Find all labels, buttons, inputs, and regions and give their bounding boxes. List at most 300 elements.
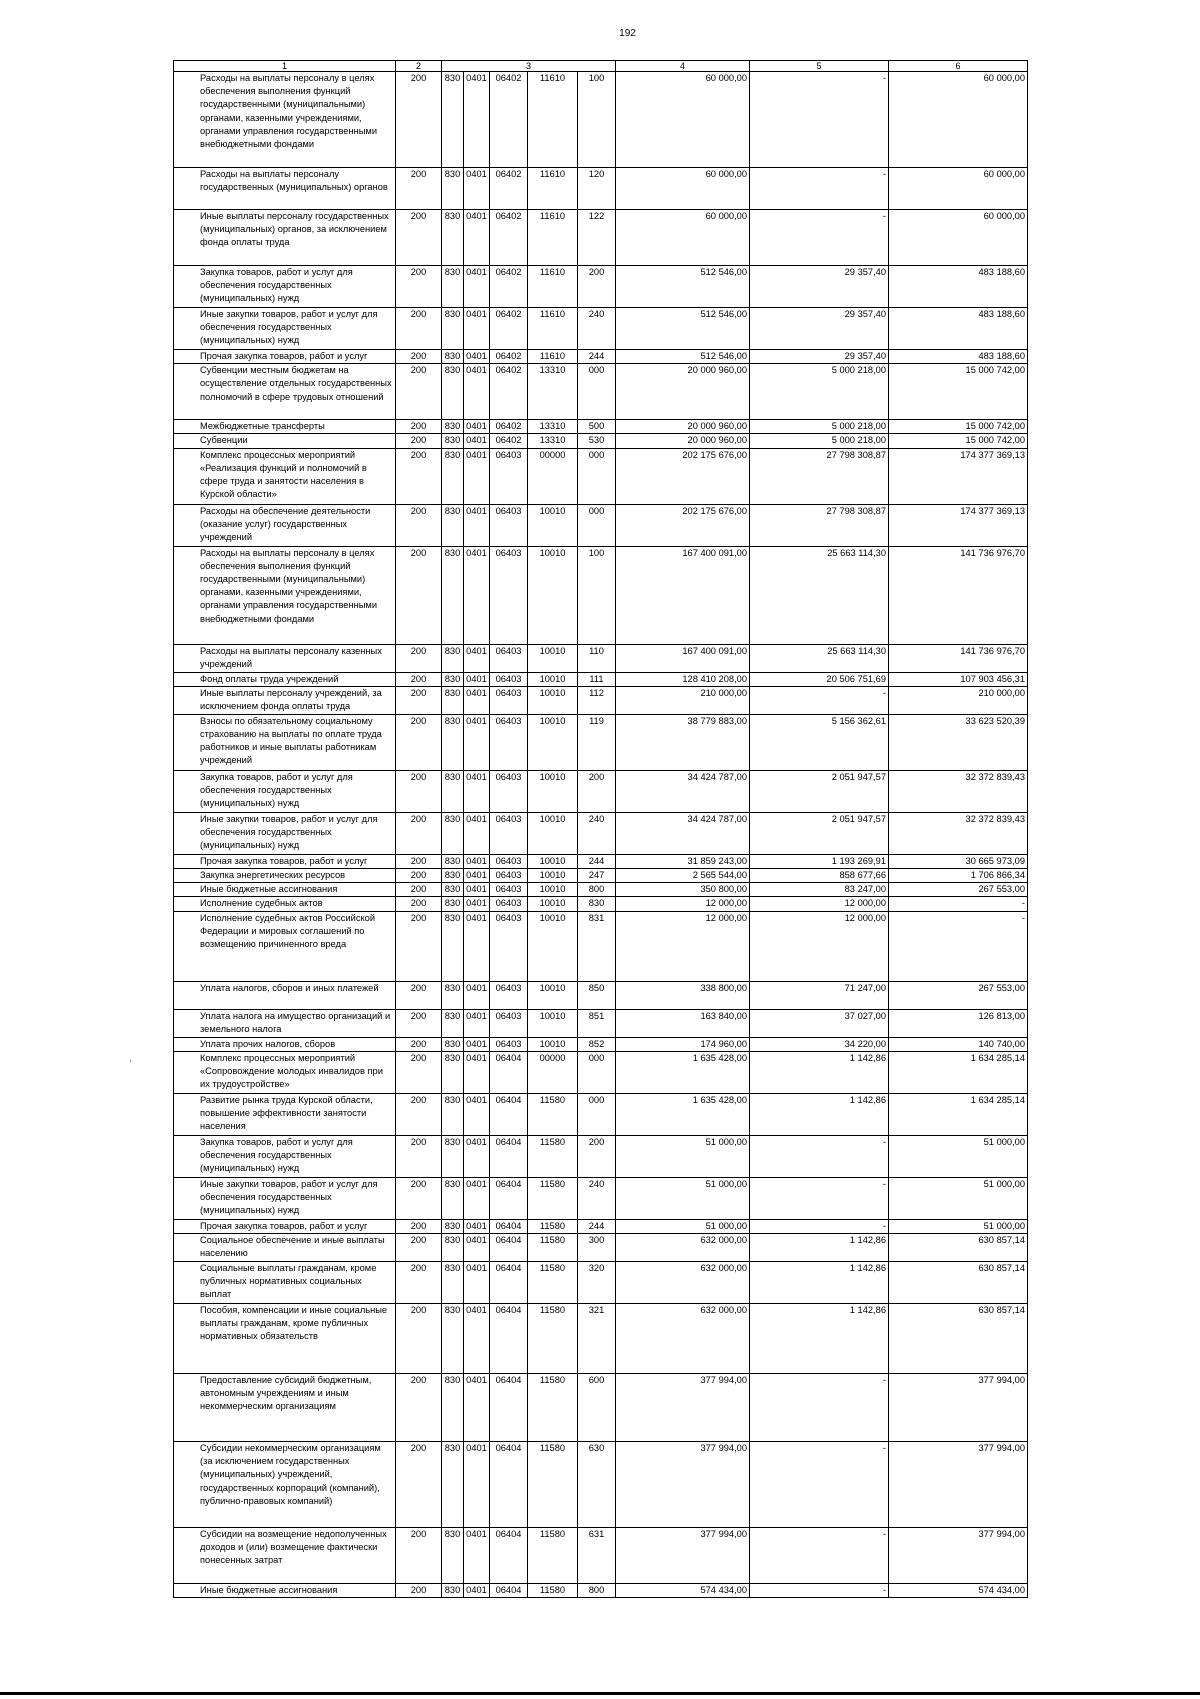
code-cell: 00000 (528, 448, 578, 504)
code-cell: 06403 (490, 1037, 528, 1051)
code-cell: 830 (442, 1234, 464, 1262)
amount-cell: 30 665 973,09 (889, 854, 1028, 868)
code-cell: 830 (442, 210, 464, 266)
code-cell: 0401 (464, 1093, 490, 1135)
amount-cell: 5 000 218,00 (750, 434, 889, 448)
code-cell: 10010 (528, 672, 578, 686)
code-cell: 500 (578, 420, 616, 434)
code-cell: 200 (578, 266, 616, 308)
code-cell: 200 (396, 420, 442, 434)
code-cell: 200 (396, 981, 442, 1009)
row-name-cell: Субсидии некоммерческим организациям (за исключением государственных (муниципальных) учреждений, государственных корпораций (компаний), публично-правовых компаний) (174, 1442, 396, 1528)
table-row (174, 420, 1028, 434)
table-row (174, 1093, 1028, 1135)
row-name-cell: Субвенции местным бюджетам на осуществление отдельных государственных полномочий в сфере трудовых отношений (174, 364, 396, 420)
code-cell: 830 (442, 1374, 464, 1442)
amount-cell: 5 156 362,61 (750, 714, 889, 770)
code-cell: 0401 (464, 686, 490, 714)
code-cell: 06403 (490, 854, 528, 868)
amount-cell: 1 634 285,14 (889, 1093, 1028, 1135)
code-cell: 0401 (464, 672, 490, 686)
code-cell: 200 (396, 869, 442, 883)
code-cell: 0401 (464, 812, 490, 854)
amount-cell: 632 000,00 (616, 1304, 750, 1374)
code-cell: 06404 (490, 1304, 528, 1374)
code-cell: 000 (578, 1051, 616, 1093)
amount-cell: 483 188,60 (889, 266, 1028, 308)
table-row (174, 812, 1028, 854)
amount-cell: - (750, 1219, 889, 1233)
code-cell: 200 (396, 504, 442, 546)
amount-cell: 107 903 456,31 (889, 672, 1028, 686)
code-cell: 06403 (490, 869, 528, 883)
amount-cell: 60 000,00 (616, 210, 750, 266)
table-row (174, 770, 1028, 812)
table-row (174, 168, 1028, 210)
table-row (174, 1009, 1028, 1037)
code-cell: 200 (396, 1374, 442, 1442)
code-cell: 0401 (464, 981, 490, 1009)
row-name-cell: Закупка товаров, работ и услуг для обеспечения государственных (муниципальных) нужд (174, 266, 396, 308)
code-cell: 111 (578, 672, 616, 686)
budget-table-sheet (173, 60, 1027, 1598)
amount-cell: 1 142,86 (750, 1304, 889, 1374)
code-cell: 200 (396, 364, 442, 420)
code-cell: 06403 (490, 448, 528, 504)
row-name-cell: Социальное обеспечение и иные выплаты населению (174, 1234, 396, 1262)
amount-cell: 33 623 520,39 (889, 714, 1028, 770)
code-cell: 830 (442, 1262, 464, 1304)
amount-cell: 350 800,00 (616, 883, 750, 897)
amount-cell: 29 357,40 (750, 266, 889, 308)
code-cell: 10010 (528, 911, 578, 981)
row-name-cell: Иные закупки товаров, работ и услуг для обеспечения государственных (муниципальных) нужд (174, 812, 396, 854)
code-cell: 200 (396, 448, 442, 504)
amount-cell: 20 000 960,00 (616, 434, 750, 448)
amount-cell: 483 188,60 (889, 308, 1028, 350)
table-row (174, 644, 1028, 672)
amount-cell: - (750, 1528, 889, 1584)
code-cell: 200 (396, 546, 442, 644)
amount-cell: 1 634 285,14 (889, 1051, 1028, 1093)
code-cell: 0401 (464, 1009, 490, 1037)
amount-cell: - (750, 210, 889, 266)
code-cell: 200 (396, 854, 442, 868)
code-cell: 830 (442, 1528, 464, 1584)
row-name-cell: Пособия, компенсации и иные социальные выплаты гражданам, кроме публичных нормативных обязательств (174, 1304, 396, 1374)
amount-cell: 5 000 218,00 (750, 420, 889, 434)
amount-cell: 630 857,14 (889, 1234, 1028, 1262)
amount-cell: 377 994,00 (616, 1442, 750, 1528)
code-cell: 0401 (464, 350, 490, 364)
amount-cell: 630 857,14 (889, 1262, 1028, 1304)
amount-cell: 574 434,00 (616, 1584, 750, 1598)
code-cell: 13310 (528, 434, 578, 448)
amount-cell: 202 175 676,00 (616, 448, 750, 504)
code-cell: 0401 (464, 1442, 490, 1528)
code-cell: 830 (442, 1037, 464, 1051)
code-cell: 06404 (490, 1374, 528, 1442)
amount-cell: 2 051 947,57 (750, 770, 889, 812)
code-cell: 321 (578, 1304, 616, 1374)
header-cell: 4 (616, 61, 750, 72)
code-cell: 0401 (464, 1234, 490, 1262)
code-cell: 06403 (490, 714, 528, 770)
row-name-cell: Расходы на выплаты персоналу государственных (муниципальных) органов (174, 168, 396, 210)
code-cell: 830 (442, 266, 464, 308)
amount-cell: 2 565 544,00 (616, 869, 750, 883)
code-cell: 10010 (528, 981, 578, 1009)
amount-cell: 37 027,00 (750, 1009, 889, 1037)
code-cell: 831 (578, 911, 616, 981)
amount-cell: 34 220,00 (750, 1037, 889, 1051)
code-cell: 200 (396, 897, 442, 911)
code-cell: 0401 (464, 1304, 490, 1374)
code-cell: 06402 (490, 350, 528, 364)
amount-cell: 1 706 866,34 (889, 869, 1028, 883)
amount-cell: 51 000,00 (889, 1219, 1028, 1233)
amount-cell: 174 960,00 (616, 1037, 750, 1051)
code-cell: 830 (442, 1219, 464, 1233)
code-cell: 119 (578, 714, 616, 770)
code-cell: 200 (396, 1234, 442, 1262)
row-name-cell: Иные закупки товаров, работ и услуг для обеспечения государственных (муниципальных) нужд (174, 308, 396, 350)
code-cell: 10010 (528, 854, 578, 868)
code-cell: 0401 (464, 266, 490, 308)
amount-cell: 1 142,86 (750, 1234, 889, 1262)
code-cell: 06404 (490, 1135, 528, 1177)
table-row (174, 1528, 1028, 1584)
code-cell: 200 (396, 434, 442, 448)
amount-cell: 126 813,00 (889, 1009, 1028, 1037)
amount-cell: 377 994,00 (616, 1374, 750, 1442)
code-cell: 0401 (464, 168, 490, 210)
amount-cell: 32 372 839,43 (889, 812, 1028, 854)
amount-cell: 210 000,00 (616, 686, 750, 714)
table-row (174, 546, 1028, 644)
row-name-cell: Закупка товаров, работ и услуг для обеспечения государственных (муниципальных) нужд (174, 770, 396, 812)
code-cell: 11610 (528, 72, 578, 168)
code-cell: 830 (442, 714, 464, 770)
amount-cell: 512 546,00 (616, 266, 750, 308)
code-cell: 000 (578, 448, 616, 504)
table-row (174, 210, 1028, 266)
code-cell: 200 (396, 1177, 442, 1219)
table-row (174, 1374, 1028, 1442)
code-cell: 200 (396, 210, 442, 266)
code-cell: 110 (578, 644, 616, 672)
code-cell: 06403 (490, 546, 528, 644)
code-cell: 631 (578, 1528, 616, 1584)
table-row (174, 448, 1028, 504)
row-name-cell: Развитие рынка труда Курской области, повышение эффективности занятости населения (174, 1093, 396, 1135)
amount-cell: 140 740,00 (889, 1037, 1028, 1051)
row-name-cell: Расходы на выплаты персоналу в целях обеспечения выполнения функций государственными (муниципальными) органами, казенными учреждениями, органами управления государственными внебюджетными фондами (174, 72, 396, 168)
table-row (174, 266, 1028, 308)
code-cell: 11580 (528, 1135, 578, 1177)
table-row (174, 1442, 1028, 1528)
amount-cell: - (889, 897, 1028, 911)
row-name-cell: Уплата налога на имущество организаций и земельного налога (174, 1009, 396, 1037)
table-row (174, 72, 1028, 168)
code-cell: 06402 (490, 72, 528, 168)
code-cell: 0401 (464, 1037, 490, 1051)
row-name-cell: Исполнение судебных актов (174, 897, 396, 911)
code-cell: 200 (396, 266, 442, 308)
table-row (174, 434, 1028, 448)
amount-cell: 51 000,00 (616, 1177, 750, 1219)
table-row (174, 897, 1028, 911)
code-cell: 112 (578, 686, 616, 714)
code-cell: 06404 (490, 1051, 528, 1093)
code-cell: 06402 (490, 266, 528, 308)
code-cell: 11610 (528, 308, 578, 350)
code-cell: 200 (396, 1442, 442, 1528)
code-cell: 06402 (490, 168, 528, 210)
code-cell: 0401 (464, 1135, 490, 1177)
code-cell: 06402 (490, 364, 528, 420)
code-cell: 830 (442, 434, 464, 448)
code-cell: 10010 (528, 883, 578, 897)
row-name-cell: Комплекс процессных мероприятий «Сопровождение молодых инвалидов при их трудоустройстве» (174, 1051, 396, 1093)
code-cell: 06403 (490, 1009, 528, 1037)
amount-cell: 167 400 091,00 (616, 546, 750, 644)
amount-cell: 1 142,86 (750, 1093, 889, 1135)
code-cell: 06402 (490, 210, 528, 266)
table-row (174, 883, 1028, 897)
code-cell: 800 (578, 883, 616, 897)
code-cell: 06404 (490, 1177, 528, 1219)
code-cell: 0401 (464, 1374, 490, 1442)
code-cell: 0401 (464, 1584, 490, 1598)
amount-cell: 174 377 369,13 (889, 504, 1028, 546)
table-row (174, 1262, 1028, 1304)
code-cell: 13310 (528, 364, 578, 420)
row-name-cell: Прочая закупка товаров, работ и услуг (174, 350, 396, 364)
code-cell: 830 (442, 812, 464, 854)
code-cell: 06403 (490, 812, 528, 854)
amount-cell: - (750, 1374, 889, 1442)
amount-cell: 15 000 742,00 (889, 420, 1028, 434)
amount-cell: - (750, 168, 889, 210)
amount-cell: 12 000,00 (616, 911, 750, 981)
code-cell: 830 (442, 911, 464, 981)
code-cell: 240 (578, 1177, 616, 1219)
code-cell: 10010 (528, 1037, 578, 1051)
code-cell: 11610 (528, 168, 578, 210)
amount-cell: 34 424 787,00 (616, 812, 750, 854)
code-cell: 06403 (490, 504, 528, 546)
amount-cell: 60 000,00 (616, 168, 750, 210)
code-cell: 06403 (490, 672, 528, 686)
row-name-cell: Уплата налогов, сборов и иных платежей (174, 981, 396, 1009)
code-cell: 851 (578, 1009, 616, 1037)
row-name-cell: Иные бюджетные ассигнования (174, 1584, 396, 1598)
row-name-cell: Расходы на выплаты персоналу в целях обеспечения выполнения функций государственными (муниципальными) органами, казенными учреждениями, органами управления государственными внебюджетными фондами (174, 546, 396, 644)
header-cell: 3 (442, 61, 616, 72)
amount-cell: 632 000,00 (616, 1234, 750, 1262)
code-cell: 830 (442, 1177, 464, 1219)
amount-cell: - (750, 1177, 889, 1219)
header-cell: 5 (750, 61, 889, 72)
amount-cell: 60 000,00 (889, 210, 1028, 266)
code-cell: 10010 (528, 714, 578, 770)
code-cell: 10010 (528, 812, 578, 854)
code-cell: 244 (578, 854, 616, 868)
code-cell: 200 (396, 1051, 442, 1093)
table-header-row (174, 61, 1028, 72)
amount-cell: 1 142,86 (750, 1262, 889, 1304)
row-name-cell: Субвенции (174, 434, 396, 448)
amount-cell: 512 546,00 (616, 350, 750, 364)
code-cell: 0401 (464, 72, 490, 168)
code-cell: 200 (396, 1584, 442, 1598)
header-cell: 1 (174, 61, 396, 72)
code-cell: 830 (442, 1304, 464, 1374)
code-cell: 200 (396, 1135, 442, 1177)
budget-table-body (174, 61, 1028, 1598)
row-name-cell: Прочая закупка товаров, работ и услуг (174, 854, 396, 868)
margin-mark (130, 1060, 131, 1062)
code-cell: 320 (578, 1262, 616, 1304)
amount-cell: 167 400 091,00 (616, 644, 750, 672)
amount-cell: 267 553,00 (889, 981, 1028, 1009)
amount-cell: 25 663 114,30 (750, 546, 889, 644)
code-cell: 830 (442, 546, 464, 644)
code-cell: 830 (442, 1135, 464, 1177)
code-cell: 0401 (464, 546, 490, 644)
amount-cell: 163 840,00 (616, 1009, 750, 1037)
code-cell: 100 (578, 72, 616, 168)
amount-cell: 512 546,00 (616, 308, 750, 350)
amount-cell: 12 000,00 (750, 911, 889, 981)
page-number: 192 (619, 28, 636, 39)
code-cell: 244 (578, 350, 616, 364)
code-cell: 0401 (464, 770, 490, 812)
amount-cell: 141 736 976,70 (889, 644, 1028, 672)
code-cell: 06403 (490, 911, 528, 981)
code-cell: 830 (442, 504, 464, 546)
table-row (174, 1135, 1028, 1177)
code-cell: 0401 (464, 1051, 490, 1093)
amount-cell: 15 000 742,00 (889, 364, 1028, 420)
amount-cell: 174 377 369,13 (889, 448, 1028, 504)
amount-cell: 210 000,00 (889, 686, 1028, 714)
amount-cell: 29 357,40 (750, 308, 889, 350)
code-cell: 06404 (490, 1528, 528, 1584)
code-cell: 0401 (464, 448, 490, 504)
code-cell: 11580 (528, 1528, 578, 1584)
code-cell: 000 (578, 504, 616, 546)
code-cell: 830 (442, 350, 464, 364)
code-cell: 11580 (528, 1584, 578, 1598)
code-cell: 830 (442, 981, 464, 1009)
amount-cell: 2 051 947,57 (750, 812, 889, 854)
table-row (174, 672, 1028, 686)
code-cell: 06403 (490, 897, 528, 911)
amount-cell: 60 000,00 (616, 72, 750, 168)
table-row (174, 1219, 1028, 1233)
row-name-cell: Исполнение судебных актов Российской Федерации и мировых соглашений по возмещению причиненного вреда (174, 911, 396, 981)
table-row (174, 686, 1028, 714)
table-row (174, 854, 1028, 868)
code-cell: 200 (396, 1304, 442, 1374)
code-cell: 0401 (464, 434, 490, 448)
code-cell: 10010 (528, 1009, 578, 1037)
code-cell: 11580 (528, 1234, 578, 1262)
code-cell: 06404 (490, 1093, 528, 1135)
amount-cell: 51 000,00 (616, 1219, 750, 1233)
table-row (174, 981, 1028, 1009)
code-cell: 830 (442, 1442, 464, 1528)
code-cell: 11580 (528, 1374, 578, 1442)
code-cell: 000 (578, 364, 616, 420)
table-row (174, 1037, 1028, 1051)
code-cell: 0401 (464, 869, 490, 883)
code-cell: 06404 (490, 1234, 528, 1262)
row-name-cell: Иные выплаты персоналу государственных (муниципальных) органов, за исключением фонда оплаты труда (174, 210, 396, 266)
code-cell: 11580 (528, 1093, 578, 1135)
table-row (174, 364, 1028, 420)
code-cell: 830 (442, 1584, 464, 1598)
amount-cell: 32 372 839,43 (889, 770, 1028, 812)
code-cell: 13310 (528, 420, 578, 434)
amount-cell: 51 000,00 (889, 1135, 1028, 1177)
code-cell: 852 (578, 1037, 616, 1051)
amount-cell: 128 410 208,00 (616, 672, 750, 686)
amount-cell: 29 357,40 (750, 350, 889, 364)
table-row (174, 869, 1028, 883)
code-cell: 11610 (528, 350, 578, 364)
amount-cell: 858 677,66 (750, 869, 889, 883)
code-cell: 11580 (528, 1177, 578, 1219)
code-cell: 200 (578, 770, 616, 812)
code-cell: 200 (396, 714, 442, 770)
code-cell: 830 (442, 686, 464, 714)
code-cell: 200 (396, 1219, 442, 1233)
code-cell: 200 (396, 168, 442, 210)
code-cell: 06404 (490, 1219, 528, 1233)
code-cell: 200 (396, 1262, 442, 1304)
code-cell: 10010 (528, 644, 578, 672)
row-name-cell: Прочая закупка товаров, работ и услуг (174, 1219, 396, 1233)
amount-cell: 20 000 960,00 (616, 364, 750, 420)
code-cell: 0401 (464, 364, 490, 420)
amount-cell: 574 434,00 (889, 1584, 1028, 1598)
row-name-cell: Предоставление субсидий бюджетным, автономным учреждениям и иным некоммерческим организациям (174, 1374, 396, 1442)
row-name-cell: Закупка товаров, работ и услуг для обеспечения государственных (муниципальных) нужд (174, 1135, 396, 1177)
code-cell: 06402 (490, 308, 528, 350)
table-row (174, 1051, 1028, 1093)
amount-cell: - (750, 1442, 889, 1528)
code-cell: 530 (578, 434, 616, 448)
code-cell: 0401 (464, 1528, 490, 1584)
code-cell: 200 (396, 1037, 442, 1051)
code-cell: 830 (442, 448, 464, 504)
row-name-cell: Социальные выплаты гражданам, кроме публичных нормативных социальных выплат (174, 1262, 396, 1304)
amount-cell: 1 635 428,00 (616, 1051, 750, 1093)
amount-cell: 20 000 960,00 (616, 420, 750, 434)
code-cell: 06404 (490, 1262, 528, 1304)
code-cell: 200 (396, 350, 442, 364)
header-cell: 2 (396, 61, 442, 72)
code-cell: 850 (578, 981, 616, 1009)
code-cell: 200 (396, 770, 442, 812)
code-cell: 0401 (464, 308, 490, 350)
amount-cell: 27 798 308,87 (750, 448, 889, 504)
code-cell: 06404 (490, 1442, 528, 1528)
code-cell: 0401 (464, 420, 490, 434)
